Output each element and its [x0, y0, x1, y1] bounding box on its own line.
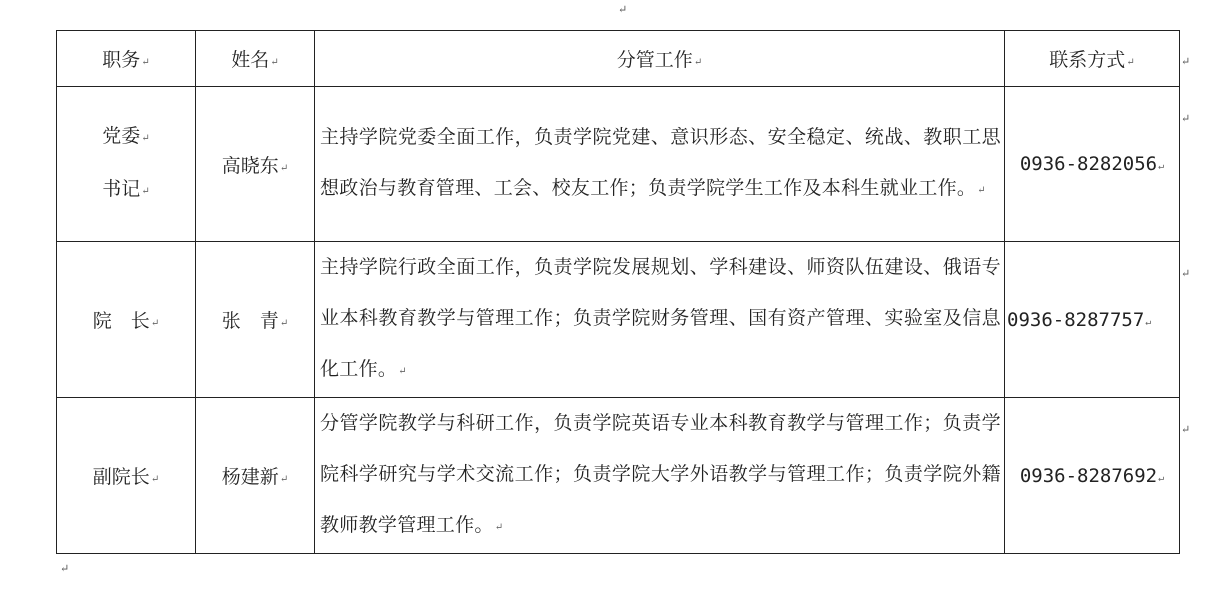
position-cell	[57, 242, 196, 398]
duties-cell: 主持学院党委全面工作，负责学院党建、意识形态、安全稳定、统战、教职工思想政治与教育管理、工会、校友工作；负责学院学生工作及本科生就业工作。 ↵	[315, 87, 1005, 242]
name-cell: 张 青 ↵	[196, 242, 315, 398]
phone-cell: 0936-8287692 ↵	[1005, 398, 1180, 554]
table-row	[57, 242, 1180, 398]
name-cell: 杨建新 ↵	[196, 398, 315, 554]
duties-cell: 分管学院教学与科研工作，负责学院英语专业本科教育教学与管理工作；负责学院科学研究与学术交流工作；负责学院大学外语教学与管理工作；负责学院外籍教师教学管理工作。 ↵	[315, 398, 1005, 554]
duties-cell: 主持学院行政全面工作，负责学院发展规划、学科建设、师资队伍建设、俄语专业本科教育教学与管理工作；负责学院财务管理、国有资产管理、实验室及信息化工作。 ↵	[315, 242, 1005, 398]
paragraph-mark-top: ↵	[618, 3, 628, 16]
leadership-table	[56, 30, 1180, 554]
table-header-row	[57, 31, 1180, 87]
header-position: 职务 ↵	[57, 31, 196, 87]
row-end-mark: ↵	[1181, 423, 1191, 436]
phone-cell: 0936-8287757 ↵	[1005, 242, 1180, 398]
position-cell	[57, 398, 196, 554]
table-row	[57, 87, 1180, 242]
header-contact: 联系方式 ↵	[1005, 31, 1180, 87]
row-end-mark: ↵	[1181, 112, 1191, 125]
position-line: 书记 ↵	[57, 164, 195, 217]
phone-cell: 0936-8282056 ↵	[1005, 87, 1180, 242]
row-end-mark: ↵	[1181, 55, 1191, 68]
header-name: 姓名 ↵	[196, 31, 315, 87]
paragraph-mark-bottom: ↵	[60, 562, 70, 575]
position-line: 副院长 ↵	[93, 466, 159, 488]
position-cell	[57, 87, 196, 242]
position-line: 院 长 ↵	[93, 310, 159, 332]
table-row	[57, 398, 1180, 554]
position-line: 党委 ↵	[57, 111, 195, 164]
row-end-mark: ↵	[1181, 267, 1191, 280]
header-duties: 分管工作 ↵	[315, 31, 1005, 87]
name-cell: 高晓东 ↵	[196, 87, 315, 242]
